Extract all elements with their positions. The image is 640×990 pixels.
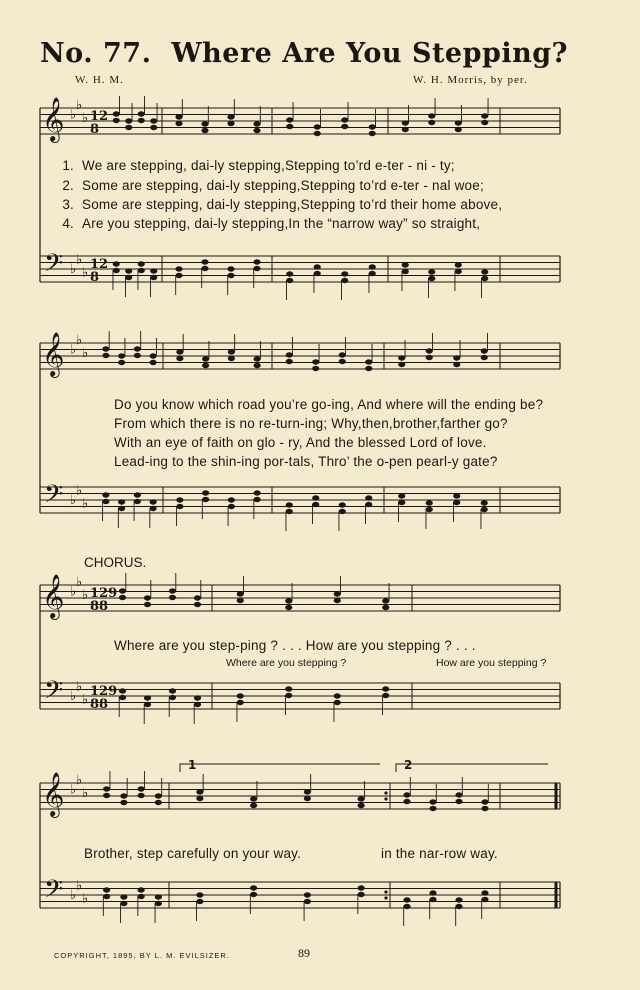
time-signature: 88: [90, 599, 109, 614]
note-head: [369, 124, 376, 129]
note-head: [134, 346, 141, 351]
note-head: [125, 125, 132, 130]
flat-icon: ♭: [82, 265, 89, 281]
note-head: [453, 500, 460, 505]
note-head: [358, 796, 365, 801]
note-head: [102, 346, 109, 351]
repeat-dot: [384, 791, 387, 794]
note-head: [227, 121, 234, 126]
bass-clef-icon: 𝄢: [44, 480, 64, 515]
note-head: [176, 504, 183, 509]
note-head: [113, 268, 120, 273]
time-signature: 8: [90, 270, 100, 285]
note-head: [455, 904, 462, 909]
treble-clef-icon: 𝄞: [42, 574, 65, 618]
note-head: [339, 359, 346, 364]
note-head: [403, 897, 410, 902]
flat-icon: ♭: [70, 689, 77, 704]
flat-icon: ♭: [76, 252, 83, 268]
note-head: [365, 495, 372, 500]
note-head: [120, 894, 127, 899]
flat-icon: ♭: [82, 891, 89, 907]
note-head: [138, 111, 145, 116]
note-head: [429, 897, 436, 902]
time-signature: 129: [90, 586, 118, 601]
note-head: [150, 353, 157, 358]
note-head: [253, 128, 260, 133]
note-head: [228, 356, 235, 361]
note-head: [227, 114, 234, 119]
note-head: [194, 595, 201, 600]
note-head: [103, 786, 110, 791]
note-head: [253, 266, 260, 271]
note-head: [119, 688, 126, 693]
note-head: [155, 901, 162, 906]
note-head: [426, 500, 433, 505]
note-head: [103, 894, 110, 899]
note-head: [138, 887, 145, 892]
note-head: [169, 595, 176, 600]
note-head: [382, 605, 389, 610]
note-head: [103, 793, 110, 798]
note-head: [150, 275, 157, 280]
note-head: [481, 120, 488, 125]
page-number: 89: [298, 946, 310, 960]
repeat-dot: [384, 890, 387, 893]
note-head: [150, 125, 157, 130]
note-head: [398, 355, 405, 360]
treble-clef-icon: 𝄞: [42, 772, 65, 816]
note-head: [285, 605, 292, 610]
note-head: [118, 499, 125, 504]
flat-icon: ♭: [82, 587, 89, 603]
flat-icon: ♭: [76, 97, 83, 113]
copyright: COPYRIGHT, 1895, BY L. M. EVILSIZER.: [54, 951, 230, 960]
note-head: [312, 495, 319, 500]
note-head: [254, 363, 261, 368]
note-head: [365, 366, 372, 371]
note-head: [286, 359, 293, 364]
note-head: [286, 117, 293, 122]
note-head: [253, 259, 260, 264]
note-head: [358, 803, 365, 808]
note-head: [369, 131, 376, 136]
note-head: [237, 693, 244, 698]
chorus-line: Where are you step-ping ? . . . How are you stepping ? . . .: [114, 638, 476, 653]
verse-line: With an eye of faith on glo - ry, And the blessed Lord of love.: [114, 435, 487, 450]
note-head: [134, 492, 141, 497]
note-head: [201, 121, 208, 126]
note-head: [175, 114, 182, 119]
note-head: [455, 897, 462, 902]
note-head: [286, 502, 293, 507]
note-head: [196, 796, 203, 801]
note-head: [429, 799, 436, 804]
flat-icon: ♭: [76, 483, 83, 499]
note-head: [201, 259, 208, 264]
note-head: [138, 261, 145, 266]
note-head: [250, 892, 257, 897]
note-head: [358, 885, 365, 890]
note-head: [341, 124, 348, 129]
flat-icon: ♭: [82, 496, 89, 512]
note-head: [150, 268, 157, 273]
flat-icon: ♭: [70, 342, 77, 358]
note-head: [341, 117, 348, 122]
chorus-line: in the nar-row way.: [381, 846, 498, 861]
hymn-number: No. 77.: [40, 38, 152, 69]
bass-clef-icon: 𝄢: [44, 676, 64, 711]
note-head: [134, 353, 141, 358]
note-head: [155, 793, 162, 798]
note-head: [120, 901, 127, 906]
note-head: [312, 366, 319, 371]
note-head: [196, 892, 203, 897]
note-head: [150, 499, 157, 504]
note-head: [125, 268, 132, 273]
bass-echo: Where are you stepping ?: [226, 657, 347, 669]
note-head: [202, 497, 209, 502]
note-head: [286, 278, 293, 283]
note-head: [304, 899, 311, 904]
note-head: [250, 803, 257, 808]
verse-line: Do you know which road you’re go-ing, And where will the ending be?: [114, 397, 544, 412]
verse-line: From which there is no re-turn-ing; Why,then,brother,farther go?: [114, 416, 508, 431]
note-head: [125, 118, 132, 123]
flat-icon: ♭: [70, 493, 77, 508]
note-head: [339, 502, 346, 507]
note-head: [155, 894, 162, 899]
note-head: [175, 266, 182, 271]
note-head: [334, 693, 341, 698]
note-head: [176, 497, 183, 502]
note-head: [253, 121, 260, 126]
note-head: [481, 269, 488, 274]
note-head: [254, 356, 261, 361]
note-head: [402, 269, 409, 274]
verse-line: 2. Some are stepping, dai-ly stepping,Stepping to’rd e-ter - nal woe;: [62, 178, 484, 193]
flat-icon: ♭: [70, 782, 77, 798]
note-head: [429, 890, 436, 895]
note-head: [369, 271, 376, 276]
note-head: [144, 695, 151, 700]
time-signature: 8: [90, 122, 100, 137]
note-head: [455, 120, 462, 125]
note-head: [155, 800, 162, 805]
note-head: [120, 800, 127, 805]
first-ending-bracket: [180, 764, 380, 772]
second-ending-label: 2: [404, 758, 413, 772]
flat-icon: ♭: [76, 574, 83, 590]
flat-icon: ♭: [76, 332, 83, 348]
note-head: [304, 789, 311, 794]
note-head: [175, 121, 182, 126]
note-head: [455, 799, 462, 804]
flat-icon: ♭: [76, 772, 83, 788]
note-head: [201, 128, 208, 133]
note-head: [138, 786, 145, 791]
note-head: [227, 273, 234, 278]
verse-line: 3. Some are stepping, dai-ly stepping,Stepping to’rd their home above,: [62, 197, 503, 212]
note-head: [428, 276, 435, 281]
note-head: [202, 356, 209, 361]
note-head: [196, 789, 203, 794]
note-head: [196, 899, 203, 904]
note-head: [144, 602, 151, 607]
note-head: [285, 598, 292, 603]
note-head: [402, 262, 409, 267]
time-signature: 129: [90, 684, 118, 699]
note-head: [455, 792, 462, 797]
flat-icon: ♭: [82, 692, 89, 708]
flat-icon: ♭: [70, 107, 77, 123]
note-head: [358, 892, 365, 897]
verse-line: Lead-ing to the shin-ing por-tals, Thro’ the o-pen pearl-y gate?: [114, 454, 498, 469]
note-head: [119, 595, 126, 600]
note-head: [312, 359, 319, 364]
note-head: [334, 598, 341, 603]
note-head: [339, 509, 346, 514]
note-head: [254, 490, 261, 495]
flat-icon: ♭: [70, 888, 77, 903]
note-head: [250, 796, 257, 801]
note-head: [365, 359, 372, 364]
note-head: [481, 500, 488, 505]
note-head: [453, 362, 460, 367]
note-head: [254, 497, 261, 502]
note-head: [402, 127, 409, 132]
note-head: [365, 502, 372, 507]
note-head: [398, 493, 405, 498]
note-head: [194, 695, 201, 700]
note-head: [113, 111, 120, 116]
note-head: [304, 892, 311, 897]
note-head: [398, 500, 405, 505]
verse-line: 1. We are stepping, dai-ly stepping,Stepping to’rd e-ter - ni - ty;: [62, 158, 455, 173]
note-head: [176, 356, 183, 361]
note-head: [369, 264, 376, 269]
note-head: [314, 124, 321, 129]
note-head: [481, 897, 488, 902]
note-head: [102, 353, 109, 358]
note-head: [286, 509, 293, 514]
treble-clef-icon: 𝄞: [42, 97, 65, 141]
note-head: [250, 885, 257, 890]
chorus-label: CHORUS.: [84, 555, 147, 570]
note-head: [118, 506, 125, 511]
bass-echo: How are you stepping ?: [436, 657, 547, 669]
note-head: [201, 266, 208, 271]
note-head: [237, 591, 244, 596]
repeat-dot: [384, 896, 387, 899]
flat-icon: ♭: [82, 785, 89, 801]
note-head: [103, 887, 110, 892]
words-credit: W. H. M.: [75, 74, 124, 86]
note-head: [312, 502, 319, 507]
note-head: [138, 118, 145, 123]
flat-icon: ♭: [76, 878, 83, 894]
note-head: [228, 504, 235, 509]
flat-icon: ♭: [82, 110, 89, 126]
note-head: [194, 602, 201, 607]
note-head: [285, 686, 292, 691]
note-head: [150, 360, 157, 365]
note-head: [286, 352, 293, 357]
note-head: [237, 598, 244, 603]
note-head: [481, 806, 488, 811]
note-head: [426, 348, 433, 353]
note-head: [382, 693, 389, 698]
note-head: [228, 497, 235, 502]
note-head: [118, 353, 125, 358]
note-head: [150, 506, 157, 511]
chorus-line: Brother, step carefully on your way.: [84, 846, 302, 861]
note-head: [125, 275, 132, 280]
note-head: [334, 700, 341, 705]
note-head: [304, 796, 311, 801]
note-head: [339, 352, 346, 357]
note-head: [176, 349, 183, 354]
note-head: [455, 269, 462, 274]
note-head: [119, 695, 126, 700]
bass-clef-icon: 𝄢: [44, 875, 64, 910]
note-head: [481, 355, 488, 360]
music-credit: W. H. Morris, by per.: [413, 74, 528, 86]
note-head: [314, 131, 321, 136]
note-head: [227, 266, 234, 271]
note-head: [175, 273, 182, 278]
note-head: [428, 120, 435, 125]
flat-icon: ♭: [82, 345, 89, 361]
note-head: [429, 806, 436, 811]
note-head: [341, 278, 348, 283]
note-head: [481, 890, 488, 895]
note-head: [202, 363, 209, 368]
note-head: [113, 118, 120, 123]
note-head: [314, 264, 321, 269]
note-head: [481, 799, 488, 804]
note-head: [102, 499, 109, 504]
note-head: [119, 588, 126, 593]
note-head: [481, 348, 488, 353]
time-signature: 12: [90, 109, 109, 124]
flat-icon: ♭: [76, 679, 83, 695]
note-head: [285, 693, 292, 698]
treble-clef-icon: 𝄞: [42, 332, 65, 376]
note-head: [453, 355, 460, 360]
note-head: [341, 271, 348, 276]
note-head: [382, 686, 389, 691]
note-head: [481, 276, 488, 281]
note-head: [314, 271, 321, 276]
note-head: [402, 120, 409, 125]
flat-icon: ♭: [70, 584, 77, 600]
note-head: [150, 118, 157, 123]
second-ending-bracket: [396, 764, 548, 772]
note-head: [102, 492, 109, 497]
note-head: [169, 688, 176, 693]
note-head: [286, 124, 293, 129]
flat-icon: ♭: [70, 262, 77, 277]
note-head: [202, 490, 209, 495]
note-head: [398, 362, 405, 367]
hymn-title: Where Are You Stepping?: [171, 38, 568, 69]
note-head: [426, 355, 433, 360]
verse-line: 4. Are you stepping, dai-ly stepping,In the “narrow way” so straight,: [62, 216, 481, 231]
note-head: [169, 695, 176, 700]
note-head: [455, 262, 462, 267]
time-signature: 88: [90, 697, 109, 712]
note-head: [169, 588, 176, 593]
note-head: [144, 702, 151, 707]
repeat-dot: [384, 797, 387, 800]
note-head: [403, 792, 410, 797]
note-head: [228, 349, 235, 354]
note-head: [426, 507, 433, 512]
note-head: [481, 113, 488, 118]
note-head: [428, 269, 435, 274]
note-head: [453, 493, 460, 498]
note-head: [120, 793, 127, 798]
note-head: [138, 268, 145, 273]
note-head: [194, 702, 201, 707]
note-head: [403, 904, 410, 909]
note-head: [455, 127, 462, 132]
note-head: [113, 261, 120, 266]
note-head: [334, 591, 341, 596]
bass-clef-icon: 𝄢: [44, 249, 64, 284]
note-head: [118, 360, 125, 365]
first-ending-label: 1: [188, 758, 197, 772]
note-head: [286, 271, 293, 276]
note-head: [403, 799, 410, 804]
note-head: [237, 700, 244, 705]
note-head: [481, 507, 488, 512]
note-head: [428, 113, 435, 118]
note-head: [138, 793, 145, 798]
time-signature: 12: [90, 257, 109, 272]
note-head: [382, 598, 389, 603]
note-head: [138, 894, 145, 899]
note-head: [144, 595, 151, 600]
note-head: [134, 499, 141, 504]
